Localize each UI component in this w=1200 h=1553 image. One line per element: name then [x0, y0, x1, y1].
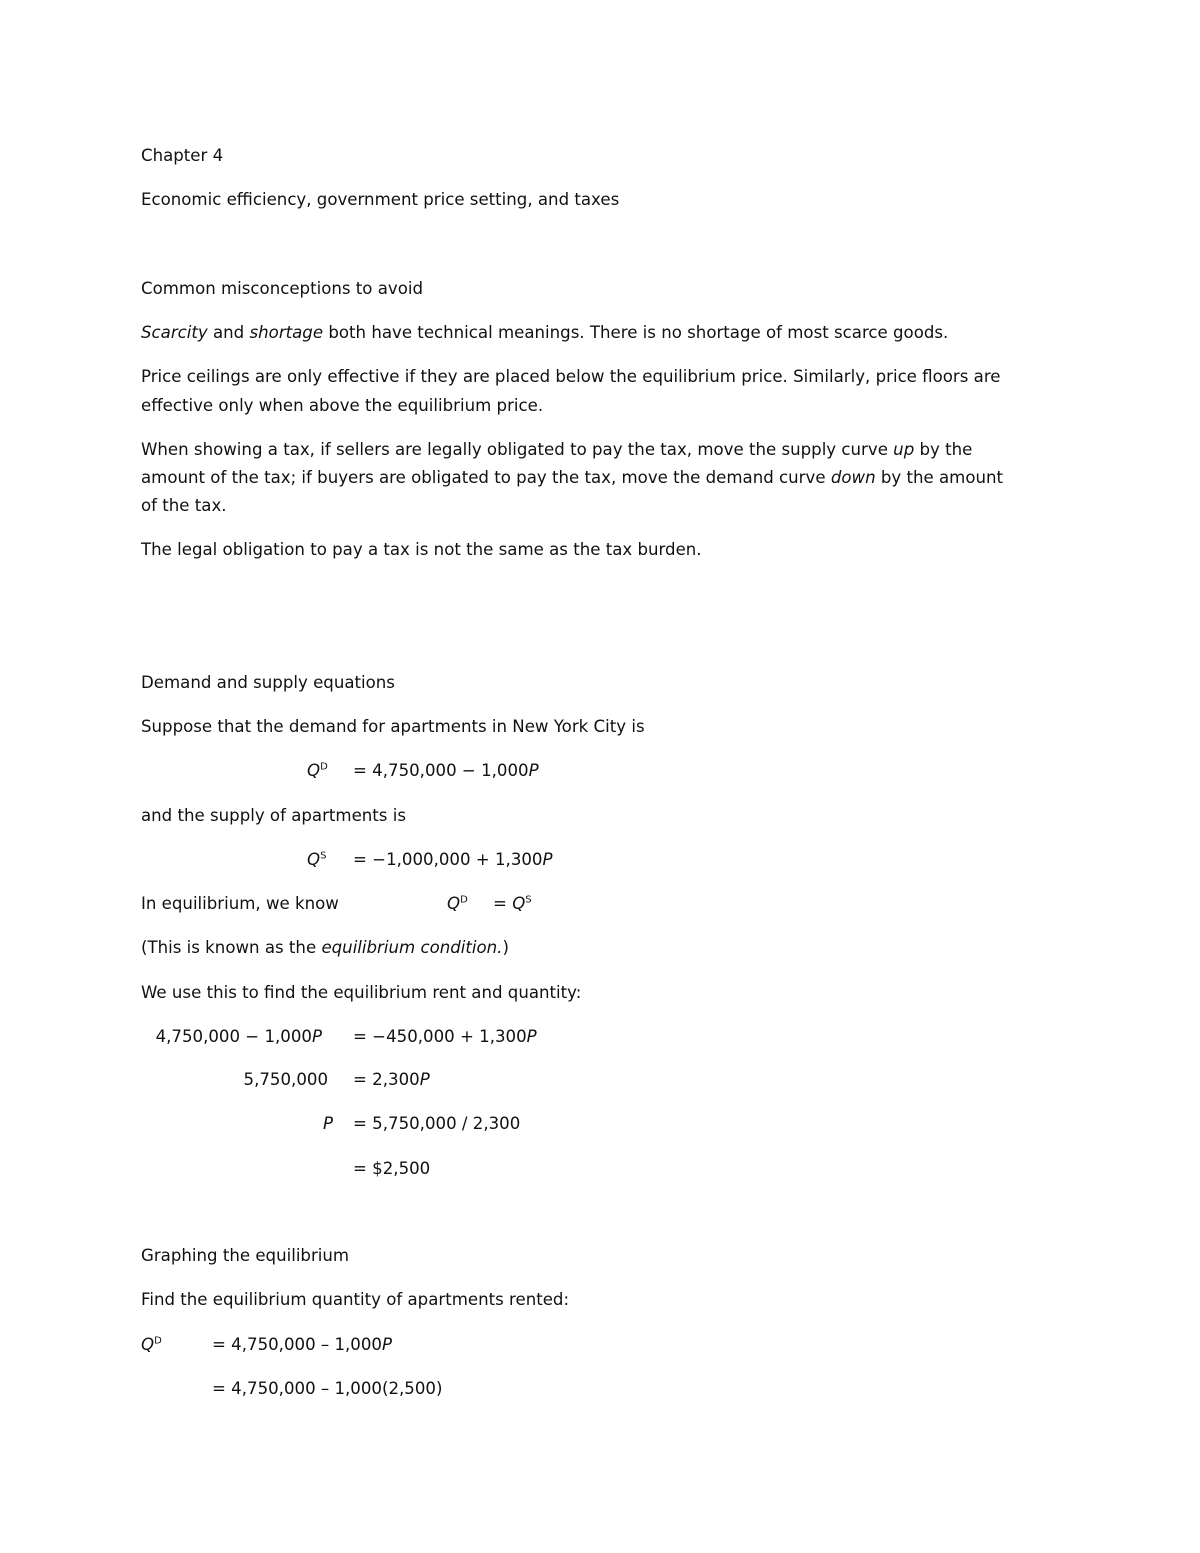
solve-row-3-lhs: P	[322, 1114, 333, 1133]
misconception-ceilings-line-1: Price ceilings are only effective if they are placed below the equilibrium price. Similarly, price floors are	[141, 367, 1001, 386]
graphing-heading: Graphing the equilibrium	[141, 1246, 350, 1265]
term-shortage: shortage	[249, 323, 324, 342]
graphing-row-2: = 4,750,000 – 1,000(2,500)	[212, 1379, 443, 1398]
chapter-number: Chapter 4	[141, 146, 224, 165]
solve-row-3-rhs: = 5,750,000 / 2,300	[353, 1114, 521, 1133]
supply-symbol: $Q^S$	[307, 850, 327, 869]
equilibrium-symbol: $Q^D$	[447, 894, 468, 913]
solve-row-2-rhs: = 2,300P	[353, 1070, 430, 1089]
graphing-row-1: = 4,750,000 – 1,000P	[212, 1335, 392, 1354]
solve-intro: We use this to find the equilibrium rent and quantity:	[141, 983, 582, 1002]
supply-intro: and the supply of apartments is	[141, 806, 406, 825]
misconception-ceilings-line-2: effective only when above the equilibrium price.	[141, 396, 544, 415]
demand-equation: = 4,750,000 − 1,000P	[353, 761, 539, 780]
supply-equation: = −1,000,000 + 1,300P	[353, 850, 553, 869]
equations-heading: Demand and supply equations	[141, 673, 395, 692]
solve-row-1-rhs: = −450,000 + 1,300P	[353, 1027, 537, 1046]
chapter-title: Economic efficiency, government price setting, and taxes	[141, 190, 620, 209]
misconception-tax-line-2: amount of the tax; if buyers are obligated to pay the tax, move the demand curve down by the amount	[141, 468, 1004, 487]
misconception-scarcity: Scarcity and shortage both have technical meanings. There is no shortage of most scarce goods.	[141, 323, 949, 342]
term-scarcity: Scarcity	[141, 323, 208, 342]
solve-row-1-lhs: 4,750,000 − 1,000P	[155, 1027, 322, 1046]
misconception-burden: The legal obligation to pay a tax is not the same as the tax burden.	[141, 540, 702, 559]
demand-symbol: $Q^D$	[307, 761, 328, 780]
equilibrium-label: In equilibrium, we know	[141, 894, 339, 913]
equilibrium-condition-note: (This is known as the equilibrium condition.)	[141, 938, 509, 957]
misconceptions-heading: Common misconceptions to avoid	[141, 279, 424, 298]
graphing-intro: Find the equilibrium quantity of apartments rented:	[141, 1290, 570, 1309]
misconception-tax-line-3: of the tax.	[141, 496, 227, 515]
graphing-demand-symbol: $Q^D$	[141, 1335, 162, 1354]
demand-intro: Suppose that the demand for apartments in New York City is	[141, 717, 645, 736]
equilibrium-price-result: = $2,500	[353, 1159, 431, 1178]
solve-row-2-lhs: 5,750,000	[243, 1070, 328, 1089]
equilibrium-equation: = $Q^S$	[493, 894, 532, 913]
misconception-tax-line-1: When showing a tax, if sellers are legally obligated to pay the tax, move the supply curve up by the	[141, 440, 973, 459]
